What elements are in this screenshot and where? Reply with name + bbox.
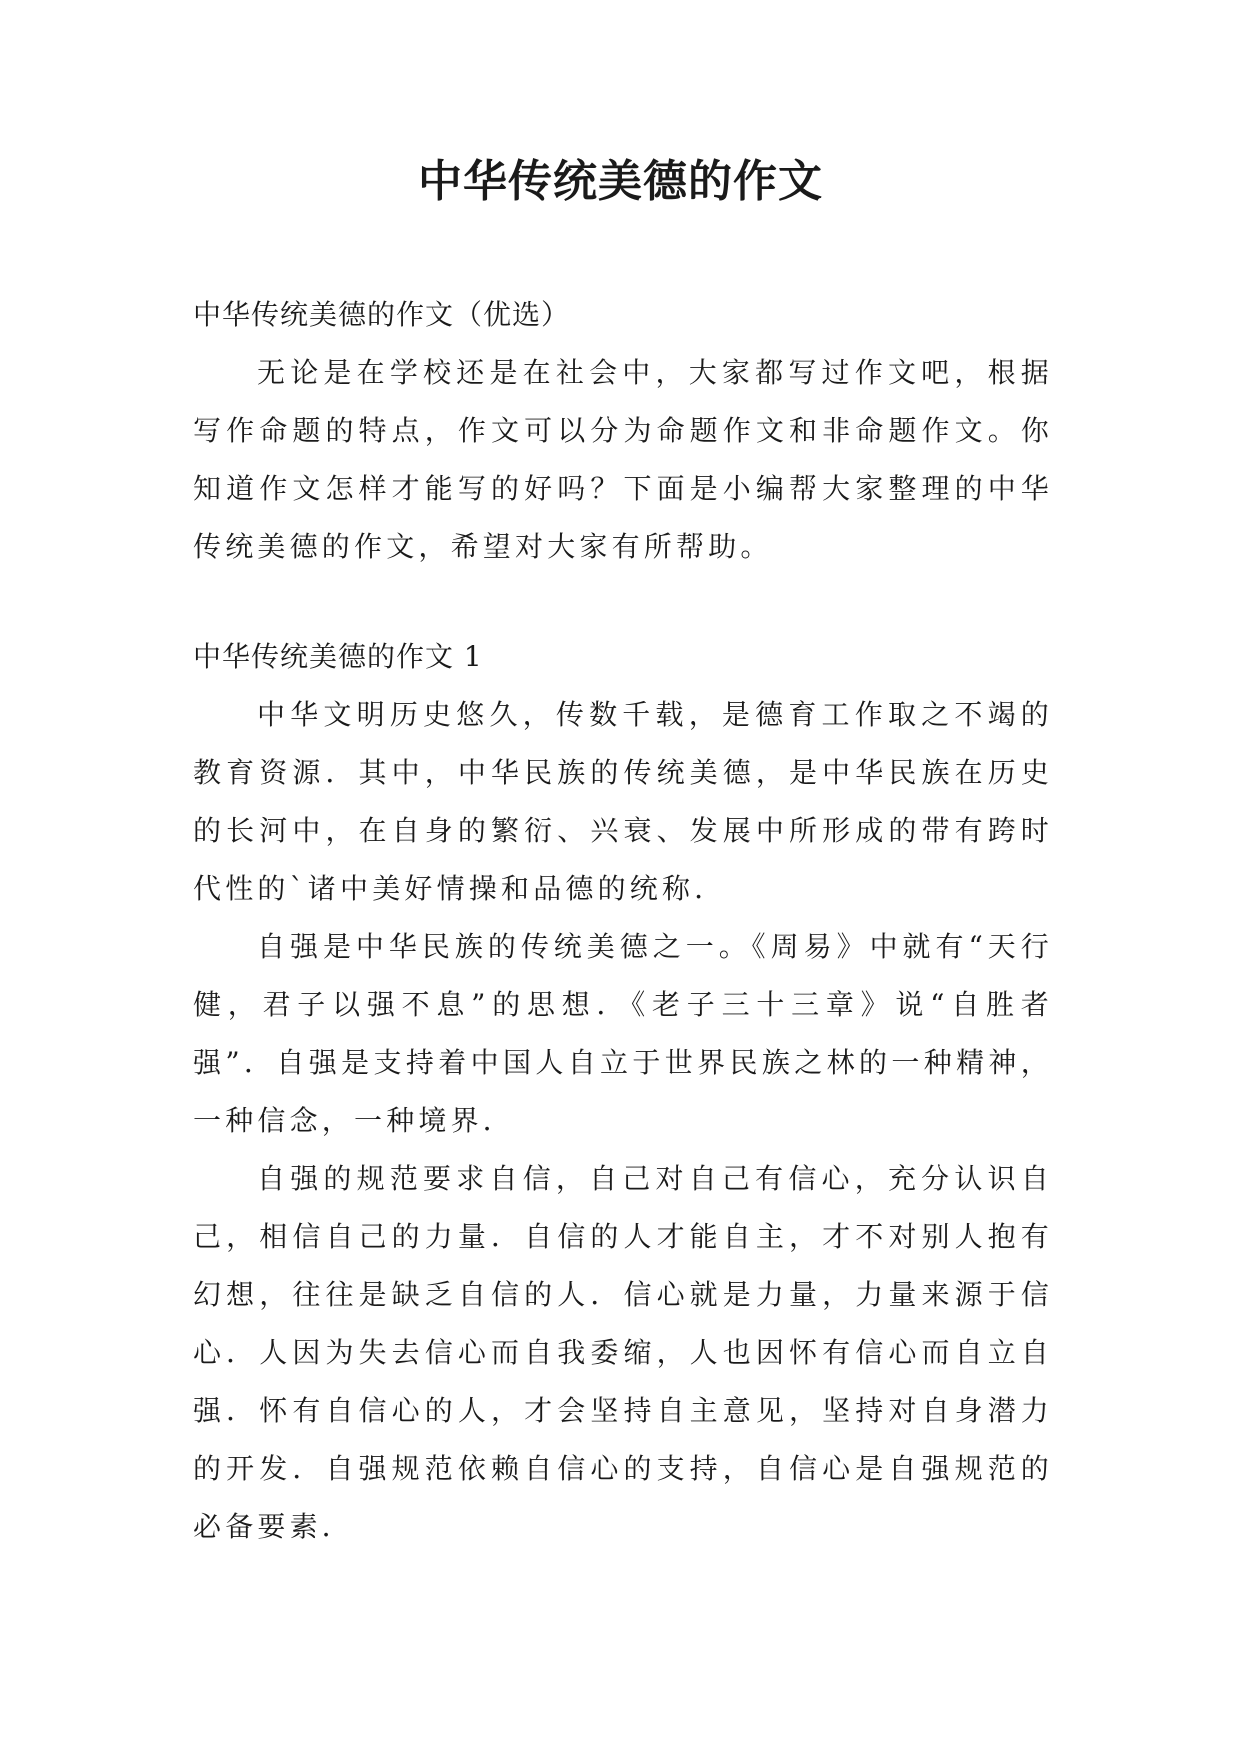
intro-paragraph: 无论是在学校还是在社会中，大家都写过作文吧，根据写作命题的特点，作文可以分为命题作文和非命题作文。你知道作文怎样才能写的好吗？下面是小编帮大家整理的中华传统美德的作文，希望对大家有所帮助。 [193,356,1053,563]
body-paragraph: 自强是中华民族的传统美德之一。《周易》中就有“天行健，君子以强不息”的思想．《老子三十三章》说“自胜者强”．自强是支持着中国人自立于世界民族之林的一种精神，一种信念，一种境界． [193,930,1053,1137]
section-spacer [193,576,1053,628]
subtitle: 中华传统美德的作文（优选） [193,298,571,331]
section-heading: 中华传统美德的作文 1 [193,640,483,673]
document-title: 中华传统美德的作文 [418,156,823,207]
body-paragraph: 中华文明历史悠久，传数千载，是德育工作取之不竭的教育资源．其中，中华民族的传统美德，是中华民族在历史的长河中，在自身的繁衍、兴衰、发展中所形成的带有跨时代性的`诸中美好情操和品德的统称． [193,698,1053,905]
body-paragraph: 自强的规范要求自信，自己对自己有信心，充分认识自己，相信自己的力量．自信的人才能自主，才不对别人抱有幻想，往往是缺乏自信的人．信心就是力量，力量来源于信心．人因为失去信心而自我委缩，人也因怀有信心而自立自强．怀有自信心的人，才会坚持自主意见，坚持对自身潜力的开发．自强规范依赖自信心的支持，自信心是自强规范的必备要素． [193,1162,1053,1543]
document-body [193,286,1053,1556]
